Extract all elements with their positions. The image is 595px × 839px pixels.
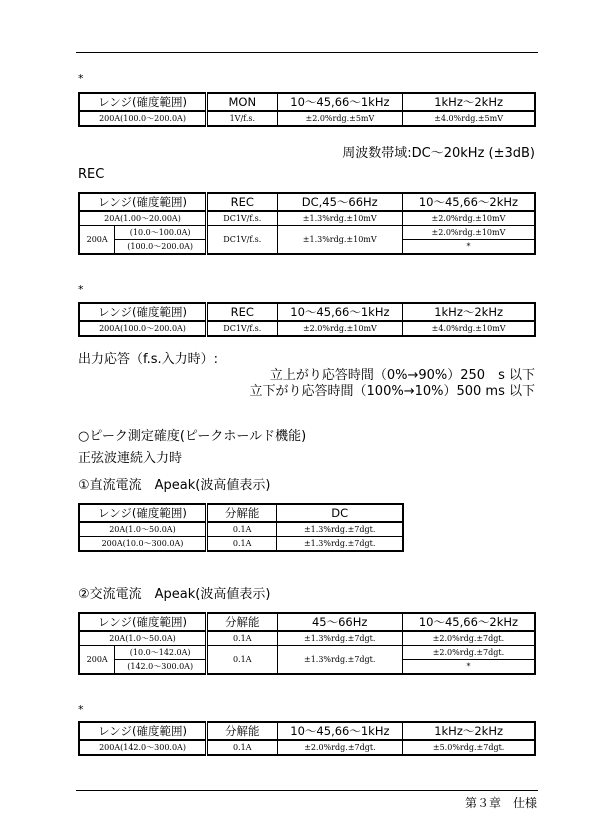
cell-output: 1V/f.s.: [207, 111, 278, 126]
cell-range: 200A(10.0～300.0A): [79, 537, 206, 552]
fall-time: 立下がり応答時間（100%→10%）500 ms 以下: [249, 384, 535, 399]
cell-acc: ±1.3%rdg.±7dgt.: [277, 522, 403, 537]
rec-label: REC: [78, 167, 105, 182]
header-freq-1: 45～66Hz: [277, 613, 402, 631]
header-range: レンジ(確度範囲): [79, 504, 206, 522]
cell-acc-2a: ±2.0%rdg.±7dgt.: [402, 646, 535, 660]
cell-resolution: 0.1A: [206, 537, 276, 552]
cell-range: 200A(142.0～300.0A): [79, 740, 207, 755]
header-freq-2: 10～45,66～2kHz: [402, 193, 535, 211]
header-resolution: 分解能: [207, 613, 278, 631]
cell-acc-1: ±2.0%rdg.±7dgt.: [277, 740, 403, 755]
cell-resolution: 0.1A: [207, 631, 278, 646]
cell-acc-1: ±2.0%rdg.±5mV: [277, 111, 403, 126]
cell-acc-2b: *: [402, 660, 535, 675]
cell-acc-1: ±1.3%rdg.±10mV: [277, 211, 402, 226]
response-title: 出力応答（f.s.入力時）:: [78, 352, 219, 367]
cell-acc: ±1.3%rdg.±7dgt.: [277, 537, 403, 552]
header-freq-1: 10～45,66～1kHz: [277, 722, 403, 740]
cell-range: 20A(1.00～20.00A): [79, 211, 206, 226]
cell-subrange-2: (142.0～300.0A): [115, 660, 207, 675]
cell-range: 200A(100.0～200.0A): [79, 321, 207, 336]
cell-resolution: 0.1A: [207, 646, 278, 675]
cell-output: DC1V/f.s.: [207, 321, 278, 336]
cell-acc-2: ±2.0%rdg.±10mV: [402, 211, 535, 226]
header-freq-1: DC,45～66Hz: [277, 193, 402, 211]
header-range: レンジ(確度範囲): [79, 613, 207, 631]
header-resolution: 分解能: [206, 504, 276, 522]
header-output: REC: [207, 303, 278, 321]
cell-resolution: 0.1A: [206, 522, 276, 537]
header-range: レンジ(確度範囲): [79, 93, 207, 111]
header-range: レンジ(確度範囲): [79, 303, 207, 321]
header-output: MON: [207, 93, 278, 111]
cell-acc-2: ±4.0%rdg.±5mV: [403, 111, 535, 126]
bandwidth-text: 周波数帯域:DC～20kHz (±3dB): [342, 146, 535, 161]
cell-acc-2b: *: [402, 240, 535, 255]
cell-range: 20A(1.0～50.0A): [79, 522, 206, 537]
sine-text: 正弦波連続入力時: [78, 451, 183, 466]
ac-peak-high-freq-table: [78, 721, 536, 756]
header-range: レンジ(確度範囲): [79, 722, 207, 740]
cell-acc-2: ±5.0%rdg.±7dgt.: [403, 740, 535, 755]
rec-high-freq-table: [78, 302, 536, 337]
header-freq-1: 10～45,66～1kHz: [277, 303, 403, 321]
chapter-footer: 第３章 仕様: [464, 796, 537, 810]
header-freq-2: 10～45,66～2kHz: [402, 613, 535, 631]
cell-acc-1: ±1.3%rdg.±7dgt.: [277, 646, 402, 675]
top-rule: [76, 52, 538, 53]
header-freq-2: 1kHz～2kHz: [403, 93, 535, 111]
cell-range-main: 200A: [79, 646, 115, 675]
asterisk-note: *: [78, 703, 84, 716]
ac-peak-table: [78, 612, 536, 675]
asterisk-note: *: [78, 283, 84, 296]
cell-acc-1: ±1.3%rdg.±10mV: [277, 226, 402, 255]
cell-subrange-2: (100.0～200.0A): [115, 240, 207, 255]
header-range: レンジ(確度範囲): [79, 193, 206, 211]
rise-time: 立上がり応答時間（0%→90%）250 s 以下: [269, 368, 535, 383]
cell-output: DC1V/f.s.: [206, 226, 277, 255]
cell-range: 200A(100.0～200.0A): [79, 111, 207, 126]
peak-title: ○ピーク測定確度(ピークホールド機能): [78, 429, 307, 444]
header-resolution: 分解能: [207, 722, 278, 740]
cell-acc-2: ±2.0%rdg.±7dgt.: [402, 631, 535, 646]
mon-accuracy-table: [78, 92, 536, 127]
cell-subrange-1: (10.0～142.0A): [115, 646, 207, 660]
cell-range: 20A(1.0～50.0A): [79, 631, 207, 646]
cell-subrange-1: (10.0～100.0A): [115, 226, 207, 240]
cell-output: DC1V/f.s.: [206, 211, 277, 226]
header-freq-2: 1kHz～2kHz: [403, 303, 535, 321]
cell-resolution: 0.1A: [207, 740, 278, 755]
header-freq-1: 10～45,66～1kHz: [277, 93, 403, 111]
cell-acc-2a: ±2.0%rdg.±10mV: [402, 226, 535, 240]
header-freq-2: 1kHz～2kHz: [403, 722, 535, 740]
rec-accuracy-table: [78, 192, 536, 255]
header-dc: DC: [277, 504, 403, 522]
dc-title: ①直流電流 Apeak(波高値表示): [78, 478, 271, 493]
bottom-rule: [76, 790, 538, 791]
ac-title: ②交流電流 Apeak(波高値表示): [78, 587, 271, 602]
cell-acc-2: ±4.0%rdg.±10mV: [403, 321, 535, 336]
asterisk-note: *: [78, 72, 84, 85]
header-output: REC: [206, 193, 277, 211]
dc-peak-table: [78, 503, 404, 552]
cell-range-main: 200A: [79, 226, 115, 255]
cell-acc-1: ±2.0%rdg.±10mV: [277, 321, 403, 336]
cell-acc-1: ±1.3%rdg.±7dgt.: [277, 631, 402, 646]
